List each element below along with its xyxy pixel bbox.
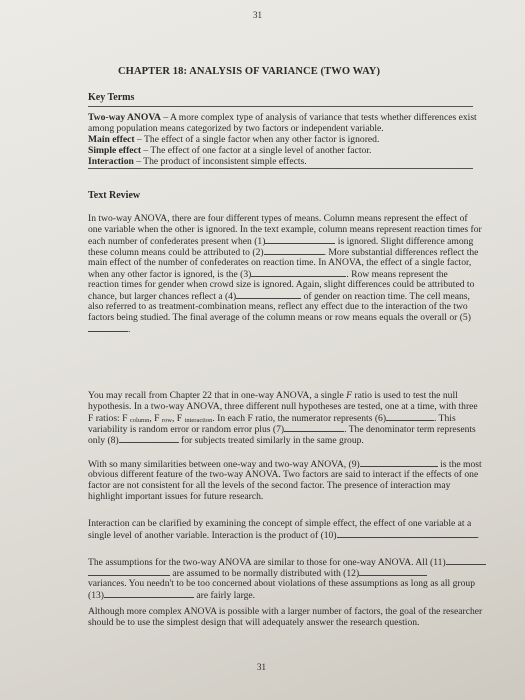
p2-line: only (8) for subjects treated similarly in the same group. [88,435,364,446]
blank-11[interactable] [446,556,486,565]
p1-line: . [88,323,473,334]
p3-line: highlight important issues for future research. [88,491,264,502]
paragraph-6 [88,606,483,628]
paragraph-2 [88,390,478,446]
page-number-bottom: 31 [257,662,266,672]
term-two-way-anova [88,112,477,123]
blank-13[interactable] [104,589,194,598]
p3-line: obvious different feature of the two-way ANOVA. Two factors are said to interact if the effects of one [88,469,479,480]
blank-11-cont[interactable] [88,567,170,576]
p1-line: each number of confederates present when (1) is ignored. Slight difference among [88,236,474,247]
blank-5[interactable] [88,323,128,332]
term-definition: – The effect of a single factor when any other factor is ignored. [134,134,380,145]
p4-line: Interaction can be clarified by examining the concept of simple effect, the effect of one variable at a [88,518,472,529]
p1-line: these column means could be attributed to (2) . More substantial differences reflect the [88,247,479,258]
p2-line: You may recall from Chapter 22 that in one-way ANOVA, a single F ratio is used to test the null [88,390,458,401]
p1-line: one variable when the other is ignored. In the text example, column means represent reaction times for [88,224,482,235]
p1-line: also referred to as treatment-combination means, reflect any effect due to the interaction of the two [88,301,468,312]
paragraph-4 [88,518,479,541]
term-definition: – The product of inconsistent simple effects. [133,156,307,167]
p5-line: are assumed to be normally distributed with (12) [88,567,473,578]
chapter-title: CHAPTER 18: ANALYSIS OF VARIANCE (TWO WAY) [118,66,381,77]
key-terms-list [88,112,477,167]
p2-line: F ratios: F $_{column}$, F $_{row}$, F $_{interaction}$. In each F ratio, the numerator represents (6) . This [88,413,456,424]
p1-line: chance, but larger chances reflect a (4) of gender on reaction time. The cell means, [88,291,470,302]
p1-line: factors being studied. The final average of the column means or row means equals the overall or (5) [88,312,471,323]
paragraph-1 [88,213,482,335]
text-review-heading: Text Review [88,190,141,201]
key-terms-rule-top [88,106,473,107]
blank-8[interactable] [119,434,179,443]
blank-7[interactable] [284,423,344,432]
term-label: Two-way ANOVA [88,112,161,123]
blank-12[interactable] [359,567,427,576]
p6-line: should be to use the simplest design that will adequately answer the research question. [88,617,420,628]
blank-2[interactable] [264,246,324,255]
p1-line: main effect of the number of confederates on reaction time. In ANOVA, the effect of a single factor, [88,257,472,268]
term-label: Main effect [88,134,135,145]
p5-line: (13) are fairly large. [88,590,256,601]
term-simple-effect [88,145,473,156]
p4-line: single level of another variable. Interaction is the product of (10) . [88,530,479,541]
blank-3[interactable] [251,268,346,277]
page-number-top: 31 [253,10,262,20]
blank-9[interactable] [360,458,438,467]
paragraph-3 [88,458,482,502]
blank-1[interactable] [265,235,335,244]
p1-line: reaction times for gender when crowd size is ignored. Again, slight differences could be attributed to [88,279,475,290]
key-terms-rule-bottom [88,168,473,169]
term-definition: – A more complex type of analysis of variance that tests whether differences exist [160,112,477,123]
p3-line: factor are not consistent for all the levels of the second factor. The presence of interaction may [88,480,451,491]
p2-line: hypothesis. In a two-way ANOVA, three different null hypotheses are tested, one at a time, with three [88,401,478,412]
key-terms-heading: Key Terms [88,92,135,103]
blank-10[interactable] [337,529,477,538]
term-interaction [88,156,473,167]
p6-line: Although more complex ANOVA is possible with a larger number of factors, the goal of the researcher [88,606,483,617]
p1-line: when any other factor is ignored, is the (3) . Row means represent the [88,269,448,280]
term-label: Simple effect [88,145,142,156]
p1-line: In two-way ANOVA, there are four different types of means. Column means represent the effect of [88,213,468,224]
term-two-way-anova-cont: among population means categorized by two factors or independent variable. [88,123,384,134]
p2-line: variability is random error or random error plus (7) . The denominator term represents [88,424,476,435]
term-label: Interaction [88,156,134,167]
p5-line: The assumptions for the two-way ANOVA are similar to those for one-way ANOVA. All (11) [88,556,473,567]
blank-4[interactable] [236,290,301,299]
p3-line: With so many similarities between one-way and two-way ANOVA, (9) is the most [88,459,482,470]
blank-6[interactable] [386,412,434,421]
term-definition: – The effect of one factor at a single level of another factor. [141,145,372,156]
term-main-effect [88,134,473,145]
paragraph-5 [88,556,476,601]
p5-line: variances. You needn't to be too concerned about violations of these assumptions as long as all group [88,578,476,589]
